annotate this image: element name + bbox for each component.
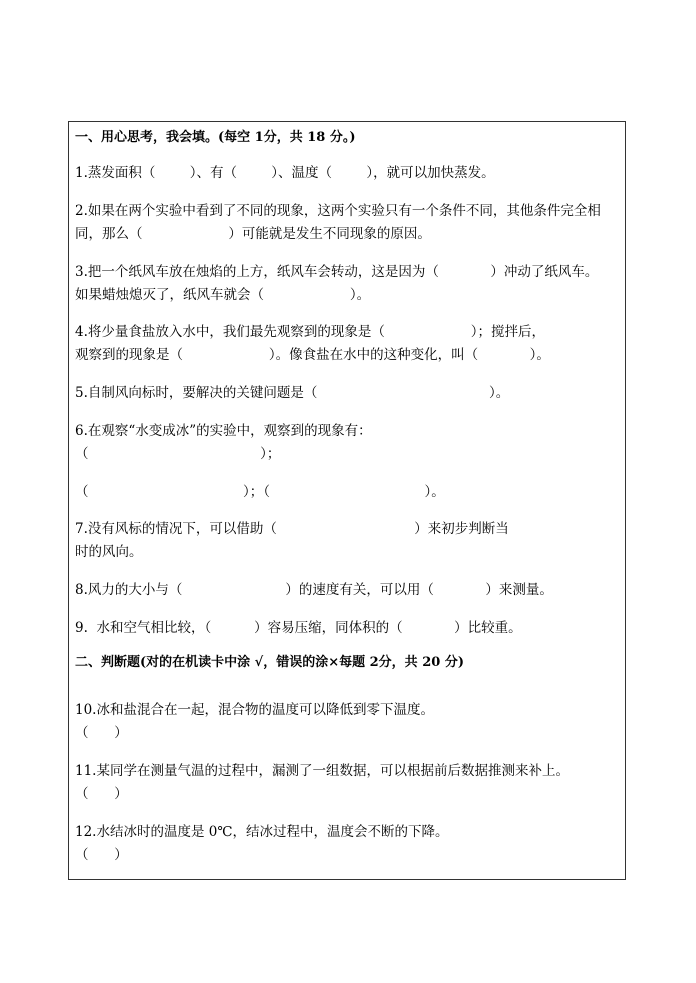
question-1-line-1: 1.蒸发面积（ ）、有（ ）、温度（ ），就可以加快蒸发。	[75, 165, 495, 181]
question-3-line-2: 如果蜡烛熄灭了，纸风车就会（ ）。	[75, 287, 371, 303]
question-12-line-1: 12.水结冰时的温度是 0℃，结冰过程中，温度会不断的下降。	[75, 824, 449, 840]
question-6-line-3: （ ）；（ ）。	[75, 484, 445, 500]
question-5-line-1: 5.自制风向标时，要解决的关键问题是（ ）。	[75, 385, 510, 401]
question-8-line-1: 8.风力的大小与（ ）的速度有关，可以用（ ）来测量。	[75, 582, 553, 598]
question-6-line-1: 6.在观察“水变成冰”的实验中，观察到的现象有：	[75, 423, 372, 439]
section-2-title: 二、判断题(对的在机读卡中涂 √，错误的涂×每题 2分，共 20 分)	[75, 655, 464, 670]
question-7-line-1: 7.没有风标的情况下，可以借助（ ）来初步判断当	[75, 521, 509, 537]
question-2-line-1: 2.如果在两个实验中看到了不同的现象，这两个实验只有一个条件不同，其他条件完全相	[75, 203, 601, 219]
question-4-line-2: 观察到的现象是（ ）。像食盐在水中的这种变化，叫（ ）。	[75, 347, 550, 363]
question-box	[68, 121, 626, 880]
section-1-title: 一、用心思考，我会填。(每空 1分，共 18 分。)	[75, 130, 356, 145]
question-4-line-1: 4.将少量食盐放入水中，我们最先观察到的现象是（ ）；搅拌后，	[75, 324, 545, 340]
question-9-line-1: 9. 水和空气相比较，（ ）容易压缩，同体积的（ ）比较重。	[75, 620, 522, 636]
question-11-line-1: 11.某同学在测量气温的过程中，漏测了一组数据，可以根据前后数据推测来补上。	[75, 763, 569, 779]
question-10-answer-blank: （ ）	[75, 725, 128, 741]
question-2-line-2: 同，那么（ ）可能就是发生不同现象的原因。	[75, 226, 431, 242]
question-6-line-2: （ ）；	[75, 446, 281, 462]
question-3-line-1: 3.把一个纸风车放在烛焰的上方，纸风车会转动，这是因为（ ）冲动了纸风车。	[75, 264, 599, 280]
question-12-answer-blank: （ ）	[75, 847, 128, 863]
question-7-line-2: 时的风向。	[75, 544, 143, 560]
question-11-answer-blank: （ ）	[75, 786, 128, 802]
question-10-line-1: 10.冰和盐混合在一起，混合物的温度可以降低到零下温度。	[75, 702, 434, 718]
